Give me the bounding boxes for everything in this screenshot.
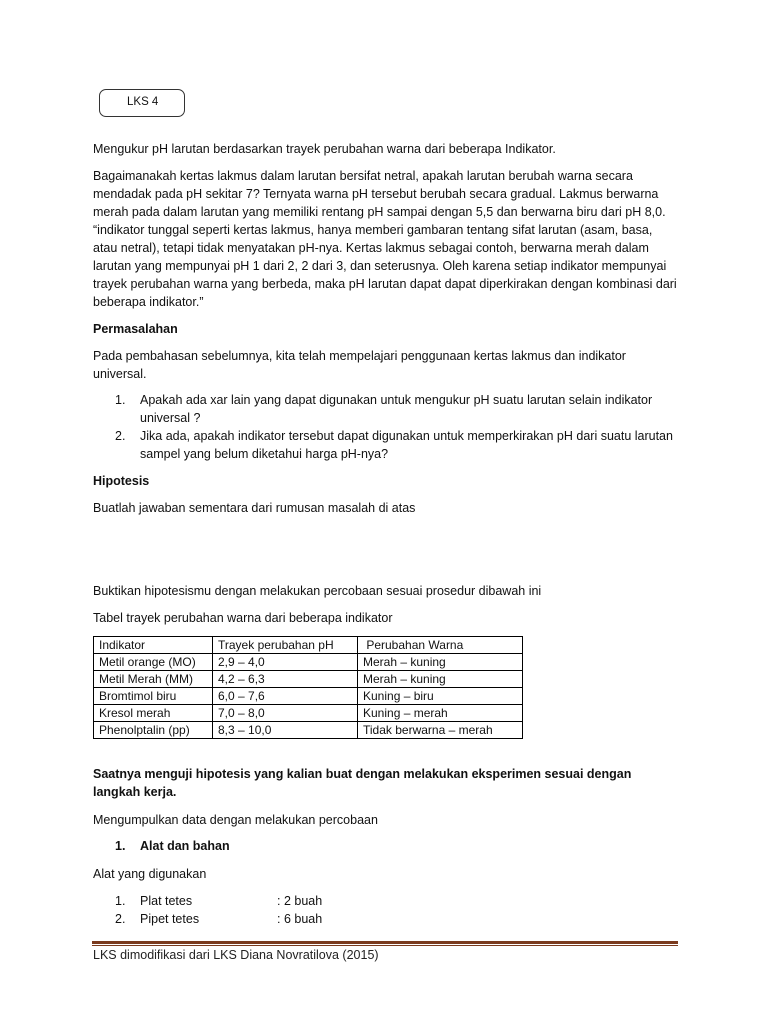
alat-list <box>115 893 322 928</box>
table-cell: 6,0 – 7,6 <box>213 688 358 705</box>
table-row <box>94 688 523 705</box>
table-cell: Phenolptalin (pp) <box>94 722 213 739</box>
footer-rule-thick <box>92 941 678 944</box>
table-cell: Merah – kuning <box>358 654 523 671</box>
table-cell: Kuning – biru <box>358 688 523 705</box>
lks-number-box: LKS 4 <box>99 89 185 117</box>
table-header-cell: Perubahan Warna <box>358 637 523 654</box>
question-list <box>115 392 677 464</box>
alat-name: Pipet tetes <box>140 911 200 926</box>
table-header-cell: Trayek perubahan pH <box>213 637 358 654</box>
list-number: 1. <box>115 894 126 908</box>
alat-qty: : 2 buah <box>277 894 323 908</box>
list-number: 2. <box>115 911 126 926</box>
table-cell: 2,9 – 4,0 <box>213 654 358 671</box>
permasalahan-heading: Permasalahan <box>93 322 178 336</box>
list-text: Alat dan bahan <box>140 839 230 853</box>
question-number: 2. <box>115 429 126 443</box>
question-text: Jika ada, apakah indikator tersebut dapat digunakan untuk memperkirakan pH dari suatu larutan sampel yang belum diketahui harga pH-nya? <box>140 429 673 461</box>
table-cell: 4,2 – 6,3 <box>213 671 358 688</box>
question-text: Apakah ada xar lain yang dapat digunakan untuk mengukur pH suatu larutan selain indikator universal ? <box>140 393 653 425</box>
list-item <box>115 428 677 463</box>
permasalahan-paragraph: Pada pembahasan sebelumnya, kita telah mempelajari penggunaan kertas lakmus dan indikator universal. <box>93 349 626 381</box>
table-row <box>94 671 523 688</box>
alat-heading: Alat yang digunakan <box>93 867 207 881</box>
intro-paragraph: Bagaimanakah kertas lakmus dalam larutan bersifat netral, apakah larutan berubah warna secara mendadak pada pH sekitar 7? Ternyata warna pH tersebut berubah secara gradual. Lakmus berwarna merah pada dalam larutan yang memiliki rentang pH sampai dengan 5,5 dan berwarna biru dari pH 8,0. “indikator tunggal seperti kertas lakmus, hanya memberi gambaran tentang sifat larutan (asam, basa, atau netral), tetapi tidak menyatakan pH-nya. Kertas lakmus sebagai contoh, berwarna merah dalam larutan yang mempunyai pH 1 dari 2, 2 dari 3, dan seterusnya. Oleh karena setiap indikator mempunyai trayek perubahan warna yang berbeda, maka pH larutan dapat dapat diperkirakan dengan kombinasi dari beberapa indikator.” <box>93 169 677 309</box>
mengumpulkan-text: Mengumpulkan data dengan melakukan percobaan <box>93 813 378 827</box>
buktikan-text: Buktikan hipotesismu dengan melakukan percobaan sesuai prosedur dibawah ini <box>93 584 542 598</box>
hipotesis-paragraph: Buatlah jawaban sementara dari rumusan masalah di atas <box>93 501 416 515</box>
table-row <box>94 722 523 739</box>
alat-qty: : 6 buah <box>277 911 323 926</box>
table-cell: Tidak berwarna – merah <box>358 722 523 739</box>
table-header-cell: Indikator <box>94 637 213 654</box>
question-number: 1. <box>115 393 126 407</box>
hipotesis-heading: Hipotesis <box>93 474 150 488</box>
alat-bahan-item <box>115 838 677 857</box>
footer-text: LKS dimodifikasi dari LKS Diana Novratilova (2015) <box>93 948 379 962</box>
intro-title: Mengukur pH larutan berdasarkan trayek perubahan warna dari beberapa Indikator. <box>93 142 556 156</box>
table-cell: Kuning – merah <box>358 705 523 722</box>
indicator-table <box>93 636 523 739</box>
table-cell: Bromtimol biru <box>94 688 213 705</box>
list-item <box>115 392 677 427</box>
table-cell: Metil Merah (MM) <box>94 671 213 688</box>
list-item <box>115 838 677 856</box>
list-item <box>115 911 322 929</box>
table-row <box>94 705 523 722</box>
table-cell: 8,3 – 10,0 <box>213 722 358 739</box>
alat-name: Plat tetes <box>140 894 193 908</box>
table-cell: Metil orange (MO) <box>94 654 213 671</box>
saatnya-paragraph: Saatnya menguji hipotesis yang kalian buat dengan melakukan eksperimen sesuai dengan langkah kerja. <box>93 767 632 799</box>
footer-rule-thin <box>92 945 678 946</box>
list-number: 1. <box>115 839 126 853</box>
table-cell: Merah – kuning <box>358 671 523 688</box>
table-row <box>94 654 523 671</box>
table-cell: 7,0 – 8,0 <box>213 705 358 722</box>
table-cell: Kresol merah <box>94 705 213 722</box>
table-header-row <box>94 637 523 654</box>
table-title: Tabel trayek perubahan warna dari beberapa indikator <box>93 611 393 625</box>
list-item <box>115 893 322 911</box>
